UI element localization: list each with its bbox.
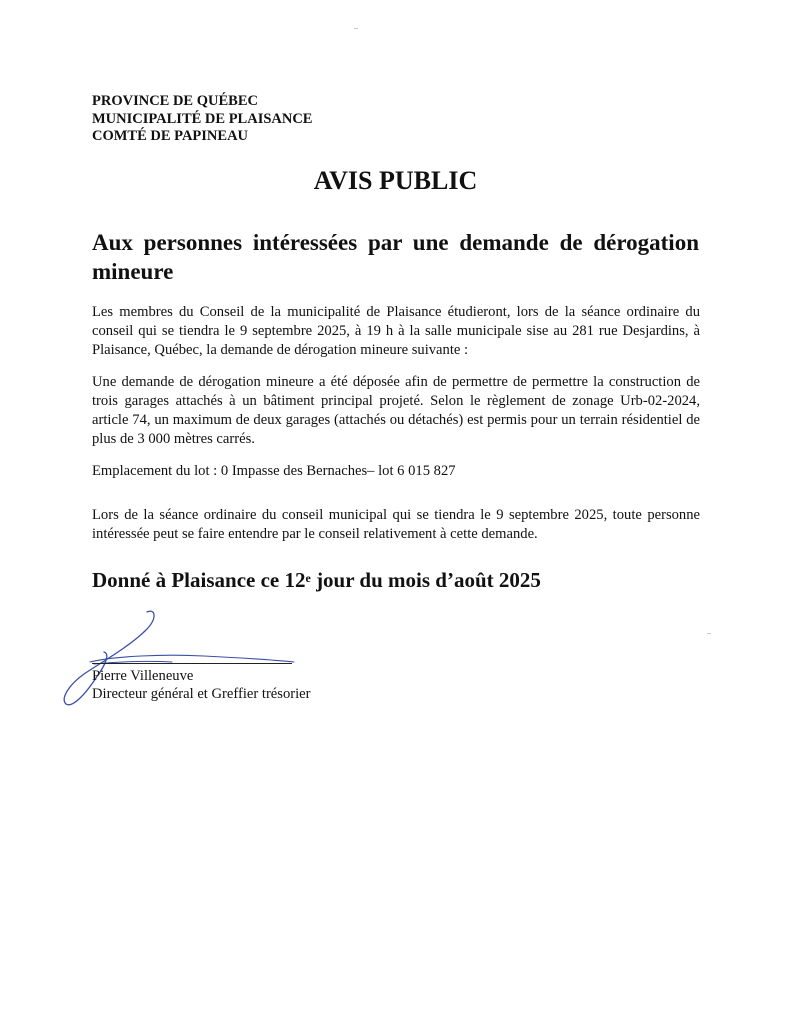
letterhead	[92, 93, 312, 146]
notice-title: AVIS PUBLIC	[313, 166, 478, 195]
given-date-before: Donné à Plaisance ce 12	[92, 568, 306, 592]
scan-speck	[707, 633, 711, 634]
municipality-line: MUNICIPALITÉ DE PLAISANCE	[92, 110, 313, 127]
signature-line	[92, 663, 292, 664]
signer-role: Directeur général et Greffier trésorier	[92, 686, 311, 702]
given-date-line	[92, 567, 541, 593]
signer-name: Pierre Villeneuve	[92, 668, 194, 684]
notice-subject: Aux personnes intéressées par une demande de dérogation mineure	[92, 230, 699, 284]
paragraph-meeting: Les membres du Conseil de la municipalité de Plaisance étudieront, lors de la séance ordinaire du conseil qui se tiendra le 9 septembre 2025, à 19 h à la salle municipale sise au 281 rue Desjardins, à Plaisance, Québec, la demande de dérogation mineure suivante :	[92, 304, 700, 358]
signer-block	[92, 667, 311, 703]
given-date-after: jour du mois d’août 2025	[310, 568, 541, 592]
paragraph-hearing: Lors de la séance ordinaire du conseil municipal qui se tiendra le 9 septembre 2025, toute personne intéressée peut se faire entendre par le conseil relativement à cette demande.	[92, 507, 700, 542]
paragraph-request: Une demande de dérogation mineure a été déposée afin de permettre de permettre la construction de trois garages attachés à un bâtiment principal projeté. Selon le règlement de zonage Urb-02-2024, article 74, un maximum de deux garages (attachés ou détachés) est permis pour un terrain résidentiel de plus de 3 000 mètres carrés.	[92, 374, 700, 447]
scan-speck	[354, 28, 358, 29]
county-line: COMTÉ DE PAPINEAU	[92, 128, 249, 144]
paragraph-lot-location: Emplacement du lot : 0 Impasse des Bernaches– lot 6 015 827	[92, 463, 456, 479]
given-date-superscript: e	[305, 571, 311, 585]
province-line: PROVINCE DE QUÉBEC	[92, 93, 258, 109]
